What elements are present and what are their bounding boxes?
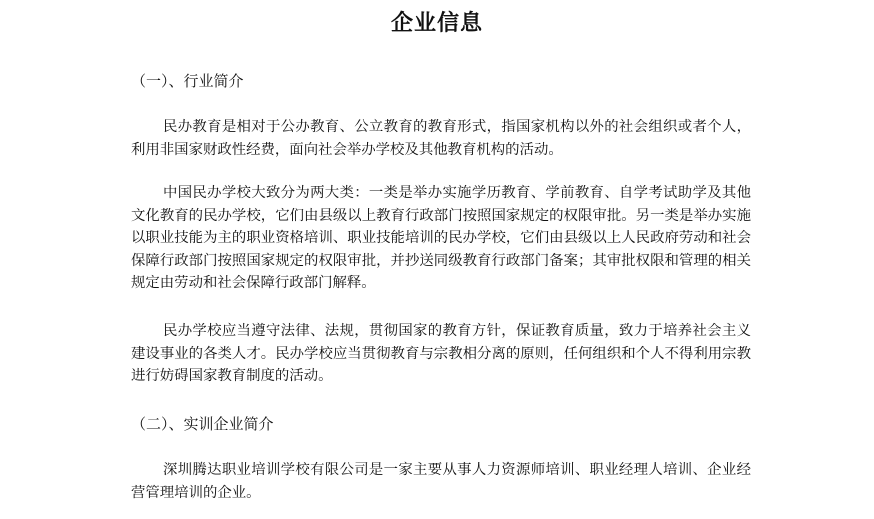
section-heading-industry-intro: （一）、行业简介 [131,72,244,90]
page-title: 企业信息 [390,10,483,36]
paragraph-private-education-definition: 民办教育是相对于公办教育、公立教育的教育形式，指国家机构以外的社会组织或者个人，利用非国家财政性经费，面向社会举办学校及其他教育机构的活动。 [131,119,751,158]
section-heading-training-company-intro: （二）、实训企业简介 [131,415,274,433]
paragraph-private-school-obligations: 民办学校应当遵守法律、法规，贯彻国家的教育方针，保证教育质量，致力于培养社会主义建设事业的各类人才。民办学校应当贯彻教育与宗教相分离的原则，任何组织和个人不得利用宗教进行妨碍国家教育制度的活动。 [131,323,751,384]
paragraph-private-school-categories: 中国民办学校大致分为两大类：一类是举办实施学历教育、学前教育、自学考试助学及其他文化教育的民办学校，它们由县级以上教育行政部门按照国家规定的权限审批。另一类是举办实施以职业技能为主的职业资格培训、职业技能培训的民办学校，它们由县级以上人民政府劳动和社会保障行政部门按照国家规定的权限审批，并抄送同级教育行政部门备案；其审批权限和管理的相关规定由劳动和社会保障行政部门解释。 [131,185,751,291]
paragraph-company-description: 深圳腾达职业培训学校有限公司是一家主要从事人力资源师培训、职业经理人培训、企业经营管理培训的企业。 [131,462,751,501]
